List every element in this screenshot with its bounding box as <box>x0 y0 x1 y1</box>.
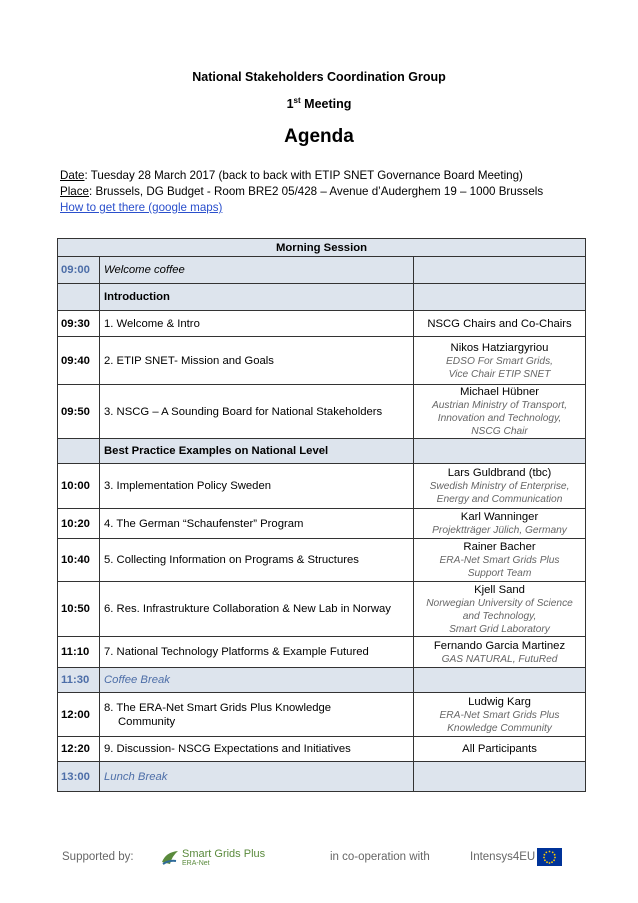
speaker-org: Swedish Ministry of Enterprise, <box>429 481 570 492</box>
row-time: 13:00 <box>58 762 100 792</box>
speaker-name: Michael Hübner <box>459 386 540 398</box>
agenda-row <box>58 737 586 762</box>
row-speaker <box>414 385 586 439</box>
cooperation-label: in co-operation with <box>330 851 430 863</box>
row-speaker: All Participants <box>414 737 586 762</box>
row-title: Welcome coffee <box>100 257 414 284</box>
break-row <box>58 668 586 693</box>
speaker-org: Smart Grid Laboratory <box>449 623 550 635</box>
row-speaker: NSCG Chairs and Co-Chairs <box>414 311 586 337</box>
row-title: 5. Collecting Information on Programs & Structures <box>100 539 414 582</box>
footer <box>0 848 638 870</box>
row-title-line: 8. The ERA-Net Smart Grids Plus Knowledge <box>104 701 332 714</box>
speaker-name: Nikos Hatziargyriou <box>450 341 549 354</box>
row-speaker <box>414 762 586 792</box>
row-time: 09:50 <box>58 385 100 439</box>
date-label: Date <box>60 169 85 182</box>
speaker-org: Energy and Communication <box>436 494 563 505</box>
smart-grids-logo-name: Smart Grids Plus <box>182 848 266 860</box>
row-title: 7. National Technology Platforms & Example Futured <box>100 637 414 668</box>
page-title: Agenda <box>284 126 354 147</box>
section-title: Best Practice Examples on National Level <box>100 439 414 464</box>
row-speaker <box>414 539 586 582</box>
meeting-ordinal: st <box>293 96 301 105</box>
section-row <box>58 284 586 311</box>
speaker-org: Projektträger Jülich, Germany <box>432 525 567 536</box>
agenda-row <box>58 637 586 668</box>
speaker-org: Austrian Ministry of Transport, <box>431 400 568 411</box>
row-time: 11:30 <box>58 668 100 693</box>
agenda-row <box>58 693 586 737</box>
place-line <box>60 184 543 200</box>
row-time: 10:40 <box>58 539 100 582</box>
agenda-row <box>58 311 586 337</box>
speaker-name: Ludwig Karg <box>468 695 531 708</box>
agenda-row <box>58 582 586 637</box>
speaker-org: Innovation and Technology, <box>437 413 562 424</box>
row-title: 3. NSCG – A Sounding Board for National Stakeholders <box>100 385 414 439</box>
row-time: 09:00 <box>58 257 100 284</box>
row-time: 09:40 <box>58 337 100 385</box>
speaker-org: Knowledge Community <box>447 722 552 734</box>
row-time: 09:30 <box>58 311 100 337</box>
row-time: 12:00 <box>58 693 100 737</box>
directions-line <box>60 200 222 216</box>
agenda-table <box>57 238 586 792</box>
section-title: Introduction <box>100 284 414 311</box>
meeting-title <box>0 96 638 111</box>
row-time: 10:20 <box>58 509 100 539</box>
place-value: : Brussels, DG Budget - Room BRE2 05/428 – Avenue d’Auderghem 19 – 1000 Brussels <box>89 185 544 198</box>
group-title: National Stakeholders Coordination Group <box>192 70 446 84</box>
break-title: Lunch Break <box>100 762 414 792</box>
session-header-row <box>58 239 586 257</box>
agenda-row <box>58 539 586 582</box>
meeting-word: Meeting <box>304 97 352 112</box>
row-time: 10:00 <box>58 464 100 509</box>
speaker-org: Vice Chair ETIP SNET <box>448 368 551 380</box>
row-speaker <box>414 509 586 539</box>
speaker-name: Fernando Garcia Martinez <box>433 639 566 652</box>
row-speaker <box>414 464 586 509</box>
partner-name: Intensys4EU <box>470 851 536 863</box>
row-time <box>58 439 100 464</box>
row-title: 4. The German “Schaufenster” Program <box>100 509 414 539</box>
place-label: Place <box>60 185 90 198</box>
speaker-org: Support Team <box>467 568 532 579</box>
row-time: 12:20 <box>58 737 100 762</box>
supported-by-label: Supported by: <box>62 851 134 863</box>
speaker-org: Norwegian University of Science <box>426 597 573 609</box>
row-speaker <box>414 284 586 311</box>
row-title: 3. Implementation Policy Sweden <box>100 464 414 509</box>
agenda-row <box>58 509 586 539</box>
speaker-org: ERA-Net Smart Grids Plus <box>439 555 560 566</box>
speaker-org: ERA-Net Smart Grids Plus <box>439 709 560 721</box>
row-title-line: Community <box>118 715 176 728</box>
date-line <box>60 168 523 184</box>
row-title: 2. ETIP SNET- Mission and Goals <box>100 337 414 385</box>
agenda-row <box>58 257 586 284</box>
meeting-number: 1 <box>286 97 294 112</box>
smart-grids-logo-icon <box>160 848 180 868</box>
directions-link[interactable]: How to get there (google maps) <box>60 201 223 214</box>
break-row <box>58 762 586 792</box>
section-row <box>58 439 586 464</box>
speaker-name: Kjell Sand <box>474 583 525 596</box>
speaker-org: and Technology, <box>462 610 537 622</box>
speaker-org: EDSO For Smart Grids, <box>446 355 553 367</box>
row-time <box>58 284 100 311</box>
row-speaker <box>414 693 586 737</box>
break-title: Coffee Break <box>100 668 414 693</box>
row-speaker <box>414 257 586 284</box>
eu-flag-icon <box>537 848 562 866</box>
row-speaker <box>414 637 586 668</box>
speaker-org: GAS NATURAL, FutuRed <box>441 653 558 665</box>
row-time: 10:50 <box>58 582 100 637</box>
row-time: 11:10 <box>58 637 100 668</box>
date-value: : Tuesday 28 March 2017 (back to back with ETIP SNET Governance Board Meeting) <box>84 169 523 182</box>
speaker-name: Rainer Bacher <box>463 541 536 553</box>
row-speaker <box>414 582 586 637</box>
row-speaker <box>414 337 586 385</box>
agenda-row <box>58 337 586 385</box>
speaker-name: Karl Wanninger <box>460 511 539 523</box>
row-title: 9. Discussion- NSCG Expectations and Initiatives <box>100 737 414 762</box>
row-title: 6. Res. Infrastrukture Collaboration & New Lab in Norway <box>100 582 414 637</box>
row-speaker <box>414 668 586 693</box>
agenda-row <box>58 385 586 439</box>
agenda-row <box>58 464 586 509</box>
speaker-org: NSCG Chair <box>471 426 528 437</box>
row-title: 1. Welcome & Intro <box>100 311 414 337</box>
smart-grids-logo-sub: ERA-Net <box>182 860 210 867</box>
row-title <box>100 693 414 737</box>
speaker-name: Lars Guldbrand (tbc) <box>447 467 552 479</box>
row-speaker <box>414 439 586 464</box>
session-title: Morning Session <box>58 239 586 257</box>
